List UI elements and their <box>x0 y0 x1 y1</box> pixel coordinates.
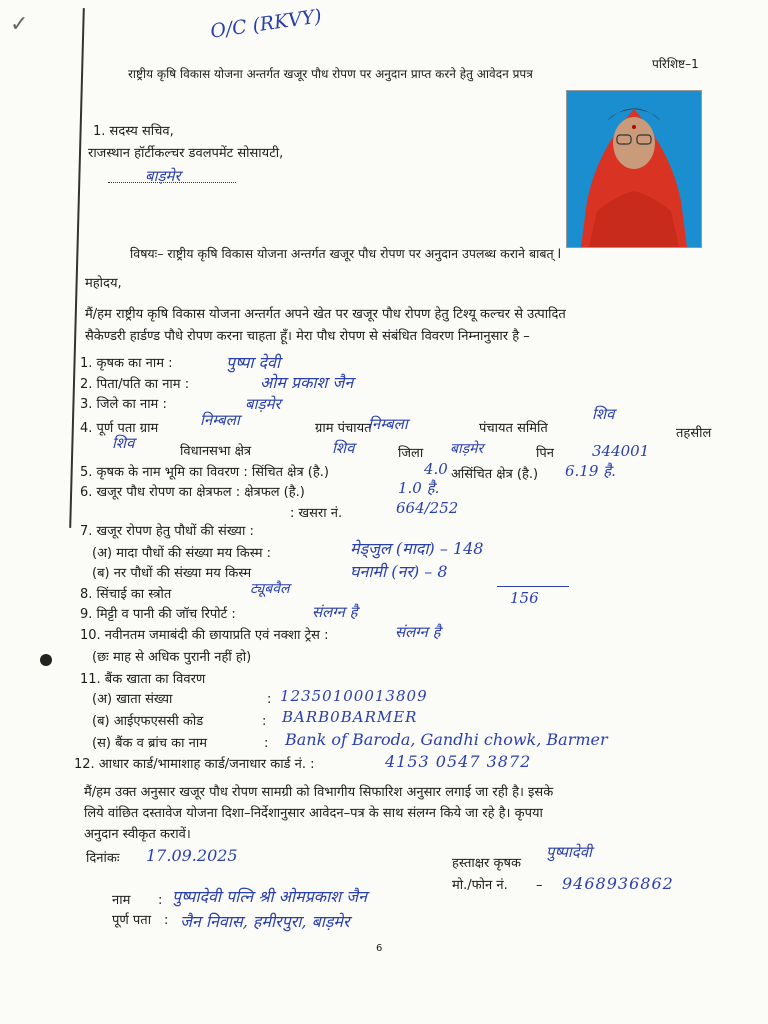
name-colon: : <box>158 893 163 908</box>
khasra-value: 664/252 <box>396 499 459 517</box>
total-plants-value: 156 <box>510 589 539 607</box>
full-address-value: जैन निवास, हमीरपुरा, बाड़मेर <box>180 912 350 931</box>
panchayat-samiti-value: शिव <box>592 405 615 423</box>
margin-line <box>69 8 85 528</box>
farmer-name-label: 1. कृषक का नाम : <box>80 356 173 371</box>
declaration-line-2: लिये वांछित दस्तावेज योजना दिशा–निर्देशानुसार आवेदन–पत्र के साथ संलग्न किये जा रहे है। कृपया <box>84 806 543 821</box>
district-value: बाड़मेर <box>245 395 281 413</box>
name-value: पुष्पादेवी पत्नि श्री ओमप्रकाश जैन <box>172 887 367 906</box>
tehsil-value: शिव <box>112 434 135 452</box>
female-plants-label: (अ) मादा पौधों की संख्या मय किस्म : <box>92 546 272 561</box>
phone-label: मो./फोन नं. <box>452 878 508 893</box>
annex-label: परिशिष्ट–1 <box>652 57 699 71</box>
handwritten-note-top: O/C (RKVY) <box>208 5 324 43</box>
bank-branch-label: (स) बैंक व ब्रांच का नाम <box>92 736 207 751</box>
aadhaar-value: 4153 0547 3872 <box>385 752 532 771</box>
irrigated-area-value: 4.0 <box>424 460 448 478</box>
gram-panchayat-value: निम्बला <box>368 415 408 433</box>
address-village-label: 4. पूर्ण पता ग्राम <box>80 421 159 436</box>
ifsc-value: BARB0BARMER <box>282 708 418 726</box>
pin-label: पिन <box>536 446 554 461</box>
jila-label: जिला <box>398 446 424 461</box>
female-plants-value: मेड्जुल (मादा) – 148 <box>350 539 484 558</box>
ifsc-label: (ब) आईएफएससी कोड <box>92 714 204 729</box>
account-number-value: 12350100013809 <box>280 687 428 705</box>
vidhansabha-value: शिव <box>332 439 355 457</box>
total-sum-line <box>497 586 569 587</box>
plantation-area-label: 6. खजूर पौध रोपण का क्षेत्रफल : क्षेत्रफल (है.) <box>80 485 305 500</box>
male-plants-label: (ब) नर पौधों की संख्या मय किस्म <box>92 566 252 581</box>
punch-hole <box>40 654 52 666</box>
plantation-area-value: 1.0 है. <box>398 479 440 497</box>
pin-value: 344001 <box>592 442 650 460</box>
name-label: नाम <box>112 893 131 908</box>
account-number-label: (अ) खाता संख्या <box>92 692 173 707</box>
full-address-label: पूर्ण पता <box>112 913 152 928</box>
khasra-label: : खसरा नं. <box>290 506 343 521</box>
soil-water-report-value: संलग्न है <box>312 603 358 621</box>
intro-line-1: मैं/हम राष्ट्रीय कृषि विकास योजना अन्तर्गत अपने खेत पर खजूर पौध रोपण हेतु टिश्यू कल्चर से उत्पादित <box>85 307 566 322</box>
phone-value: 9468936862 <box>562 874 674 893</box>
declaration-line-1: मैं/हम उक्त अनुसार खजूर पौध रोपण सामग्री को विभागीय सिफारिश अनुसार लगाई जा रही है। इसके <box>84 785 554 800</box>
form-title: राष्ट्रीय कृषि विकास योजना अन्तर्गत खजूर पौध रोपण पर अनुदान प्राप्त करने हेतु आवेदन प्रपत्र <box>128 67 533 81</box>
farmer-name-value: पुष्पा देवी <box>226 353 281 372</box>
phone-separator: – <box>536 878 543 893</box>
gram-panchayat-label: ग्राम पंचायत <box>315 421 372 436</box>
address-line-2: राजस्थान हॉर्टीकल्चर डवलपमेंट सोसायटी, <box>88 146 284 161</box>
irrigation-source-value: ट्यूबवैल <box>250 581 290 597</box>
father-husband-label: 2. पिता/पति का नाम : <box>80 377 190 392</box>
declaration-line-3: अनुदान स्वीकृत करावें। <box>84 827 191 842</box>
corner-check-mark: ✓ <box>10 12 29 37</box>
salutation: महोदय, <box>85 276 122 291</box>
vidhansabha-label: विधानसभा क्षेत्र <box>180 444 252 459</box>
date-value: 17.09.2025 <box>146 846 238 865</box>
male-plants-value: घनामी (नर) – 8 <box>350 562 448 581</box>
tehsil-label: तहसील <box>676 426 712 441</box>
plant-count-label: 7. खजूर रोपण हेतु पौधों की संख्या : <box>80 524 254 539</box>
land-details-label: 5. कृषक के नाम भूमि का विवरण : सिंचित क्षेत्र (है.) <box>80 465 329 480</box>
soil-water-report-label: 9. मिट्टी व पानी की जॉच रिपोर्ट : <box>80 607 236 622</box>
bank-branch-colon: : <box>264 736 269 751</box>
page-number: 6 <box>376 943 383 954</box>
bank-details-label: 11. बैंक खाता का विवरण <box>80 672 206 687</box>
ifsc-colon: : <box>262 714 267 729</box>
bank-branch-value: Bank of Baroda, Gandhi chowk, Barmer <box>285 730 608 749</box>
jamabandi-value: संलग्न है <box>395 623 441 641</box>
full-address-colon: : <box>164 913 169 928</box>
intro-line-2: सैकेण्डरी हार्डण्ड पौधे रोपण करना चाहता हूँ। मेरा पौध रोपण से संबंधित विवरण निम्नानुसार है – <box>85 329 530 344</box>
panchayat-samiti-label: पंचायत समिति <box>479 421 548 436</box>
address-village-value: निम्बला <box>200 411 240 429</box>
farmer-signature: पुष्पादेवी <box>546 843 592 861</box>
subject-line: विषयः– राष्ट्रीय कृषि विकास योजना अन्तर्गत खजूर पौध रोपण पर अनुदान उपलब्ध कराने बाबत् l <box>130 246 562 261</box>
irrigation-source-label: 8. सिंचाई का स्त्रोत <box>80 587 172 602</box>
applicant-photo <box>566 90 702 248</box>
jamabandi-note: (छः माह से अधिक पुरानी नहीं हो) <box>92 650 252 665</box>
date-label: दिनांकः <box>86 851 120 866</box>
unirrigated-area-value: 6.19 है. <box>565 462 616 480</box>
aadhaar-label: 12. आधार कार्ड/भामाशाह कार्ड/जनाधार कार्ड नं. : <box>74 757 315 772</box>
unirrigated-label: असिंचित क्षेत्र (है.) <box>451 467 539 482</box>
address-city-value: बाड़मेर <box>145 167 181 185</box>
jila-value: बाड़मेर <box>450 441 484 457</box>
district-label: 3. जिले का नाम : <box>80 397 167 412</box>
jamabandi-label: 10. नवीनतम जमाबंदी की छायाप्रति एवं नक्शा ट्रेस : <box>80 628 329 643</box>
father-husband-value: ओम प्रकाश जैन <box>260 373 354 392</box>
account-number-colon: : <box>267 692 272 707</box>
address-line-1: 1. सदस्य सचिव, <box>93 124 174 139</box>
signature-label: हस्ताक्षर कृषक <box>452 856 521 871</box>
